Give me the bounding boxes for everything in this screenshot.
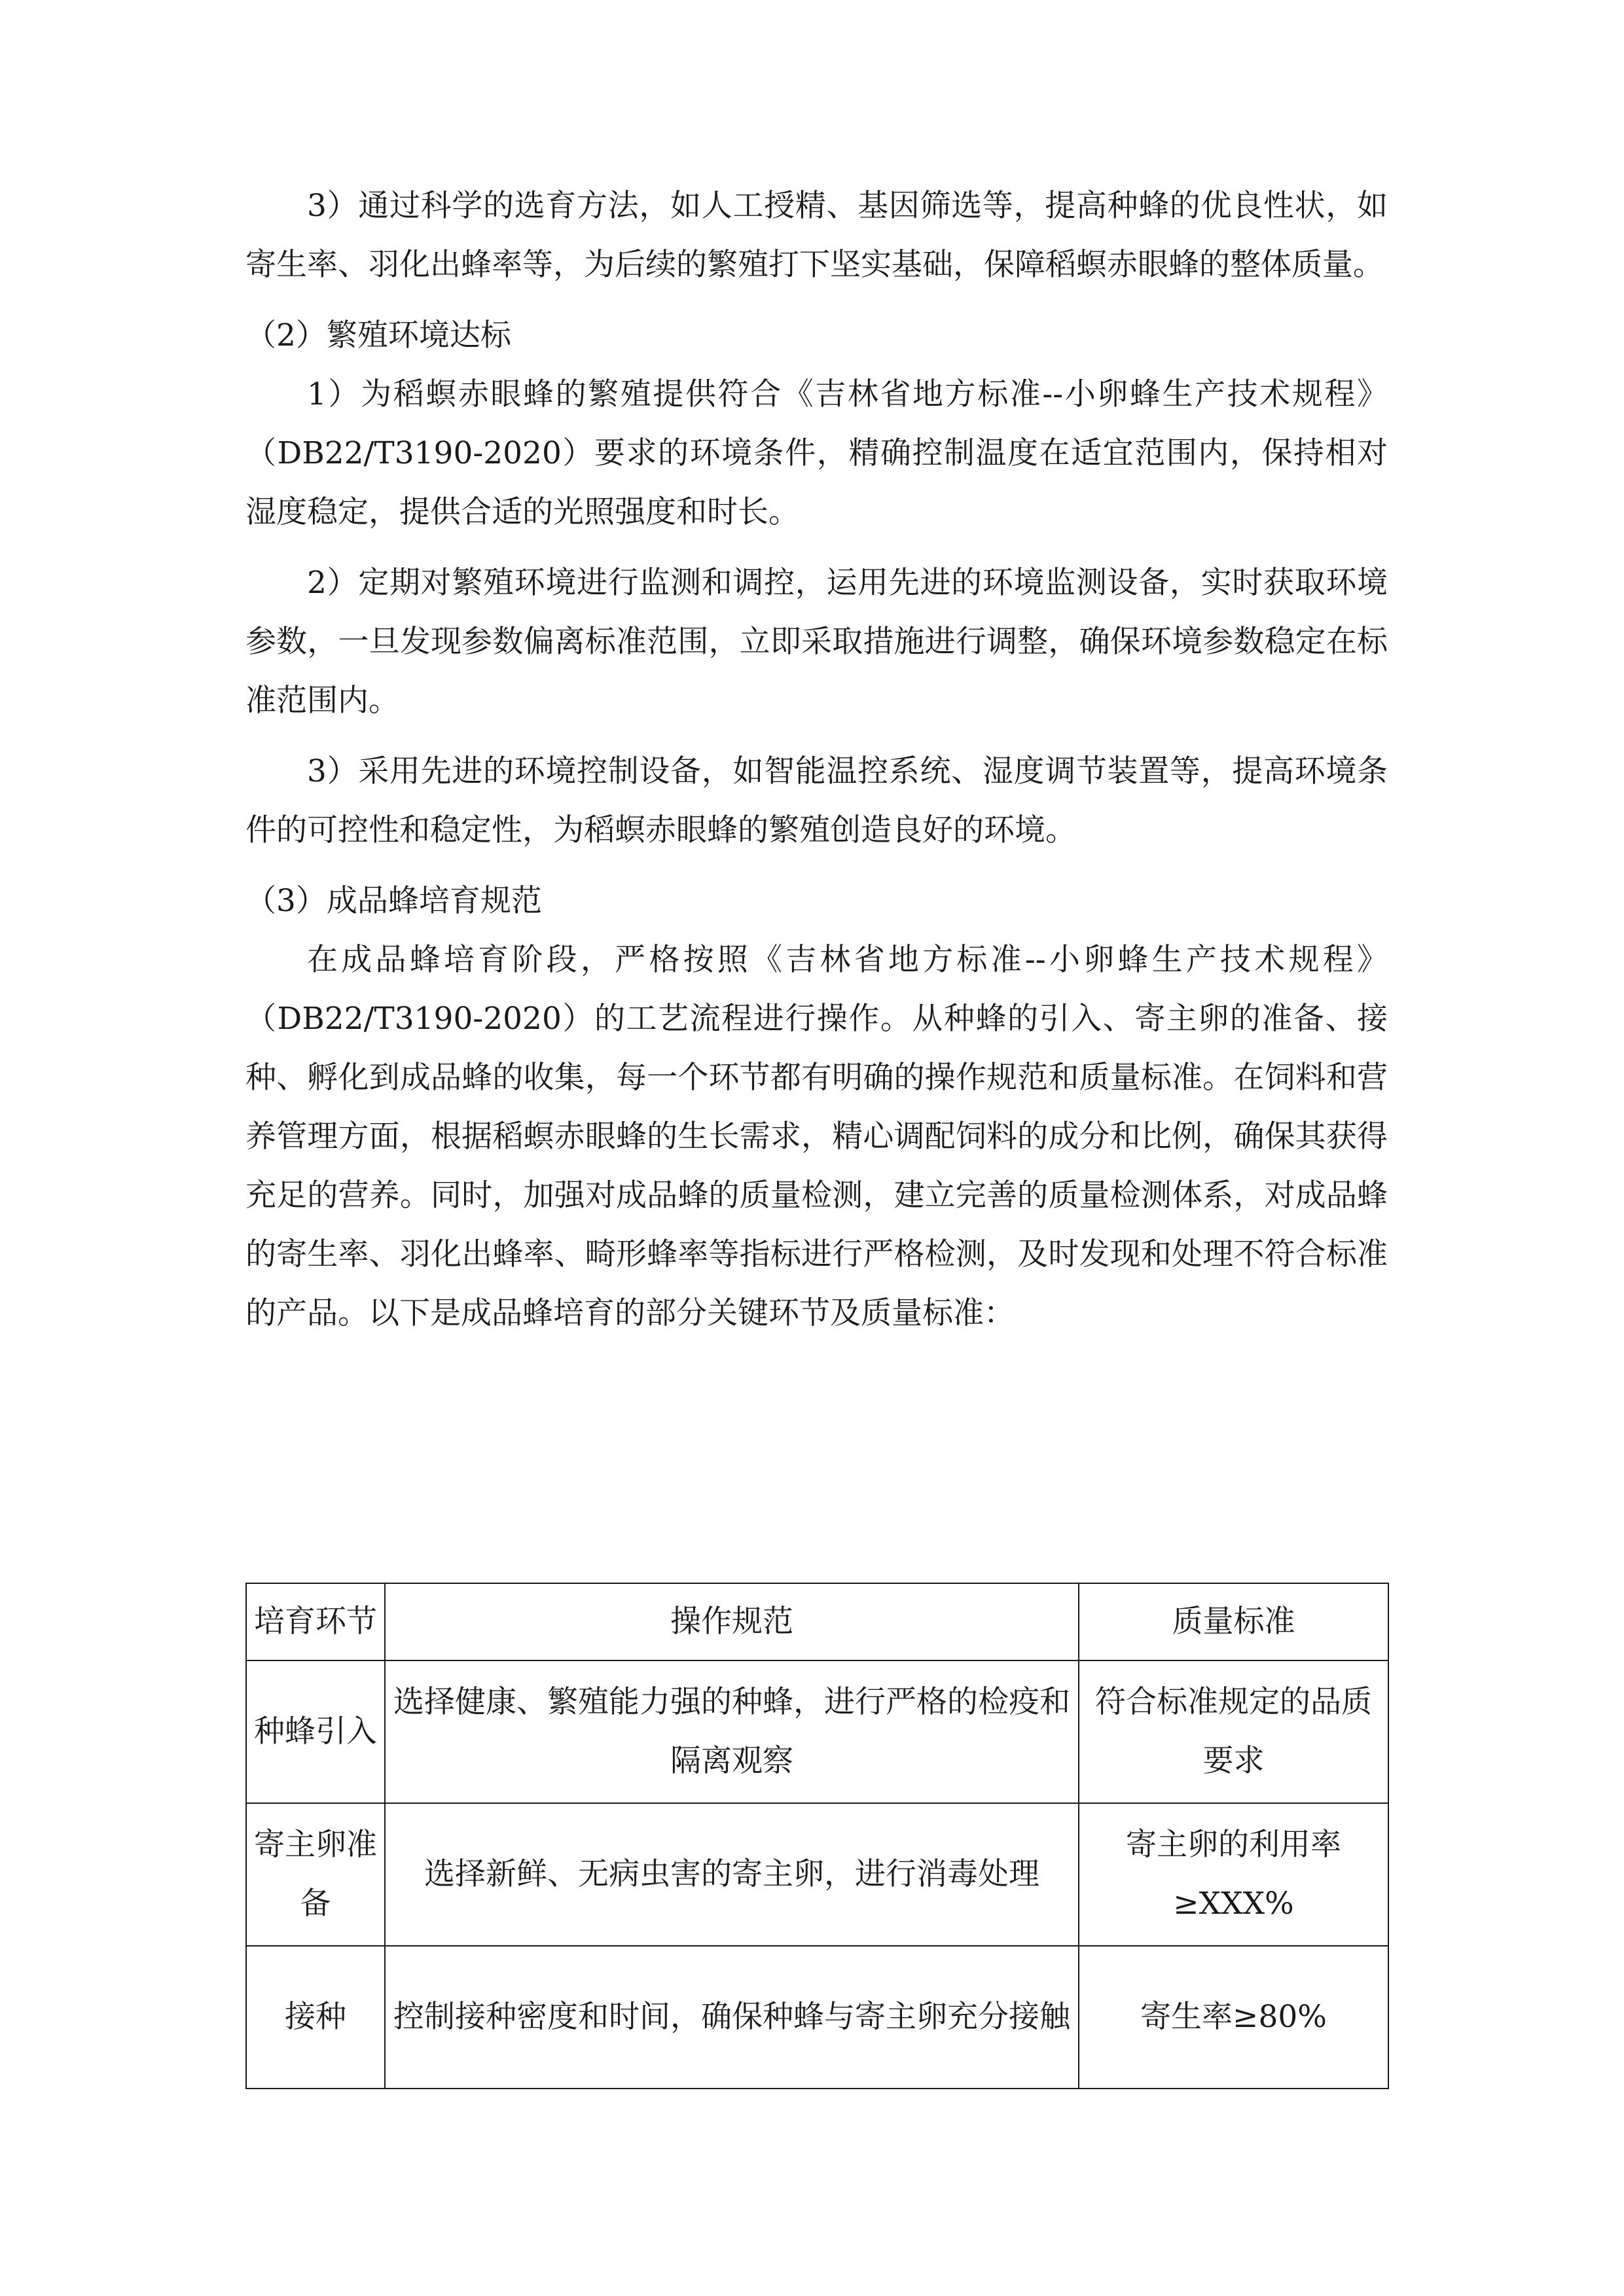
section-heading-environment: （2）繁殖环境达标 xyxy=(245,317,511,353)
table-cell: 寄生率≥80% xyxy=(1079,1946,1388,2089)
paragraph-environment-control: 3）采用先进的环境控制设备，如智能温控系统、湿度调节装置等，提高环境条件的可控性和稳定性，为稻螟赤眼蜂的繁殖创造良好的环境。 xyxy=(245,753,1388,848)
table-row xyxy=(246,1946,1388,2089)
table-cell: 接种 xyxy=(246,1946,385,2089)
paragraph-environment-monitoring: 2）定期对繁殖环境进行监测和调控，运用先进的环境监测设备，实时获取环境参数，一旦发现参数偏离标准范围，立即采取措施进行调整，确保环境参数稳定在标准范围内。 xyxy=(245,565,1388,719)
quality-standards-table xyxy=(245,1583,1389,2089)
table-cell: 选择健康、繁殖能力强的种蜂，进行严格的检疫和隔离观察 xyxy=(385,1660,1079,1803)
table-header-row xyxy=(246,1583,1388,1660)
section-heading-finished-wasp: （3）成品蜂培育规范 xyxy=(245,883,542,919)
table-cell: 种蜂引入 xyxy=(246,1660,385,1803)
document-body xyxy=(245,177,1388,1343)
table-header-cell: 操作规范 xyxy=(385,1583,1079,1660)
table-cell: 寄主卵准备 xyxy=(246,1803,385,1946)
table-cell: 符合标准规定的品质要求 xyxy=(1079,1660,1388,1803)
paragraph-finished-wasp-cultivation: 在成品蜂培育阶段，严格按照《吉林省地方标准--小卵蜂生产技术规程》（DB22/T3190-2020）的工艺流程进行操作。从种蜂的引入、寄主卵的准备、接种、孵化到成品蜂的收集，每一个环节都有明确的操作规范和质量标准。在饲料和营养管理方面，根据稻螟赤眼蜂的生长需求，精心调配饲料的成分和比例，确保其获得充足的营养。同时，加强对成品蜂的质量检测，建立完善的质量检测体系，对成品蜂的寄生率、羽化出蜂率、畸形蜂率等指标进行严格检测，及时发现和处理不符合标准的产品。以下是成品蜂培育的部分关键环节及质量标准： xyxy=(245,942,1388,1331)
table-cell: 选择新鲜、无病虫害的寄主卵，进行消毒处理 xyxy=(385,1803,1079,1946)
table-cell: 控制接种密度和时间，确保种蜂与寄主卵充分接触 xyxy=(385,1946,1079,2089)
table-header-cell: 质量标准 xyxy=(1079,1583,1388,1660)
table-row xyxy=(246,1660,1388,1803)
paragraph-environment-conditions: 1）为稻螟赤眼蜂的繁殖提供符合《吉林省地方标准--小卵蜂生产技术规程》（DB22/T3190-2020）要求的环境条件，精确控制温度在适宜范围内，保持相对湿度稳定，提供合适的光照强度和时长。 xyxy=(245,376,1388,530)
table-header-cell: 培育环节 xyxy=(246,1583,385,1660)
paragraph-breeding-methods: 3）通过科学的选育方法，如人工授精、基因筛选等，提高种蜂的优良性状，如寄生率、羽化出蜂率等，为后续的繁殖打下坚实基础，保障稻螟赤眼蜂的整体质量。 xyxy=(245,188,1388,283)
table-row xyxy=(246,1803,1388,1946)
table-cell: 寄主卵的利用率≥XXX% xyxy=(1079,1803,1388,1946)
